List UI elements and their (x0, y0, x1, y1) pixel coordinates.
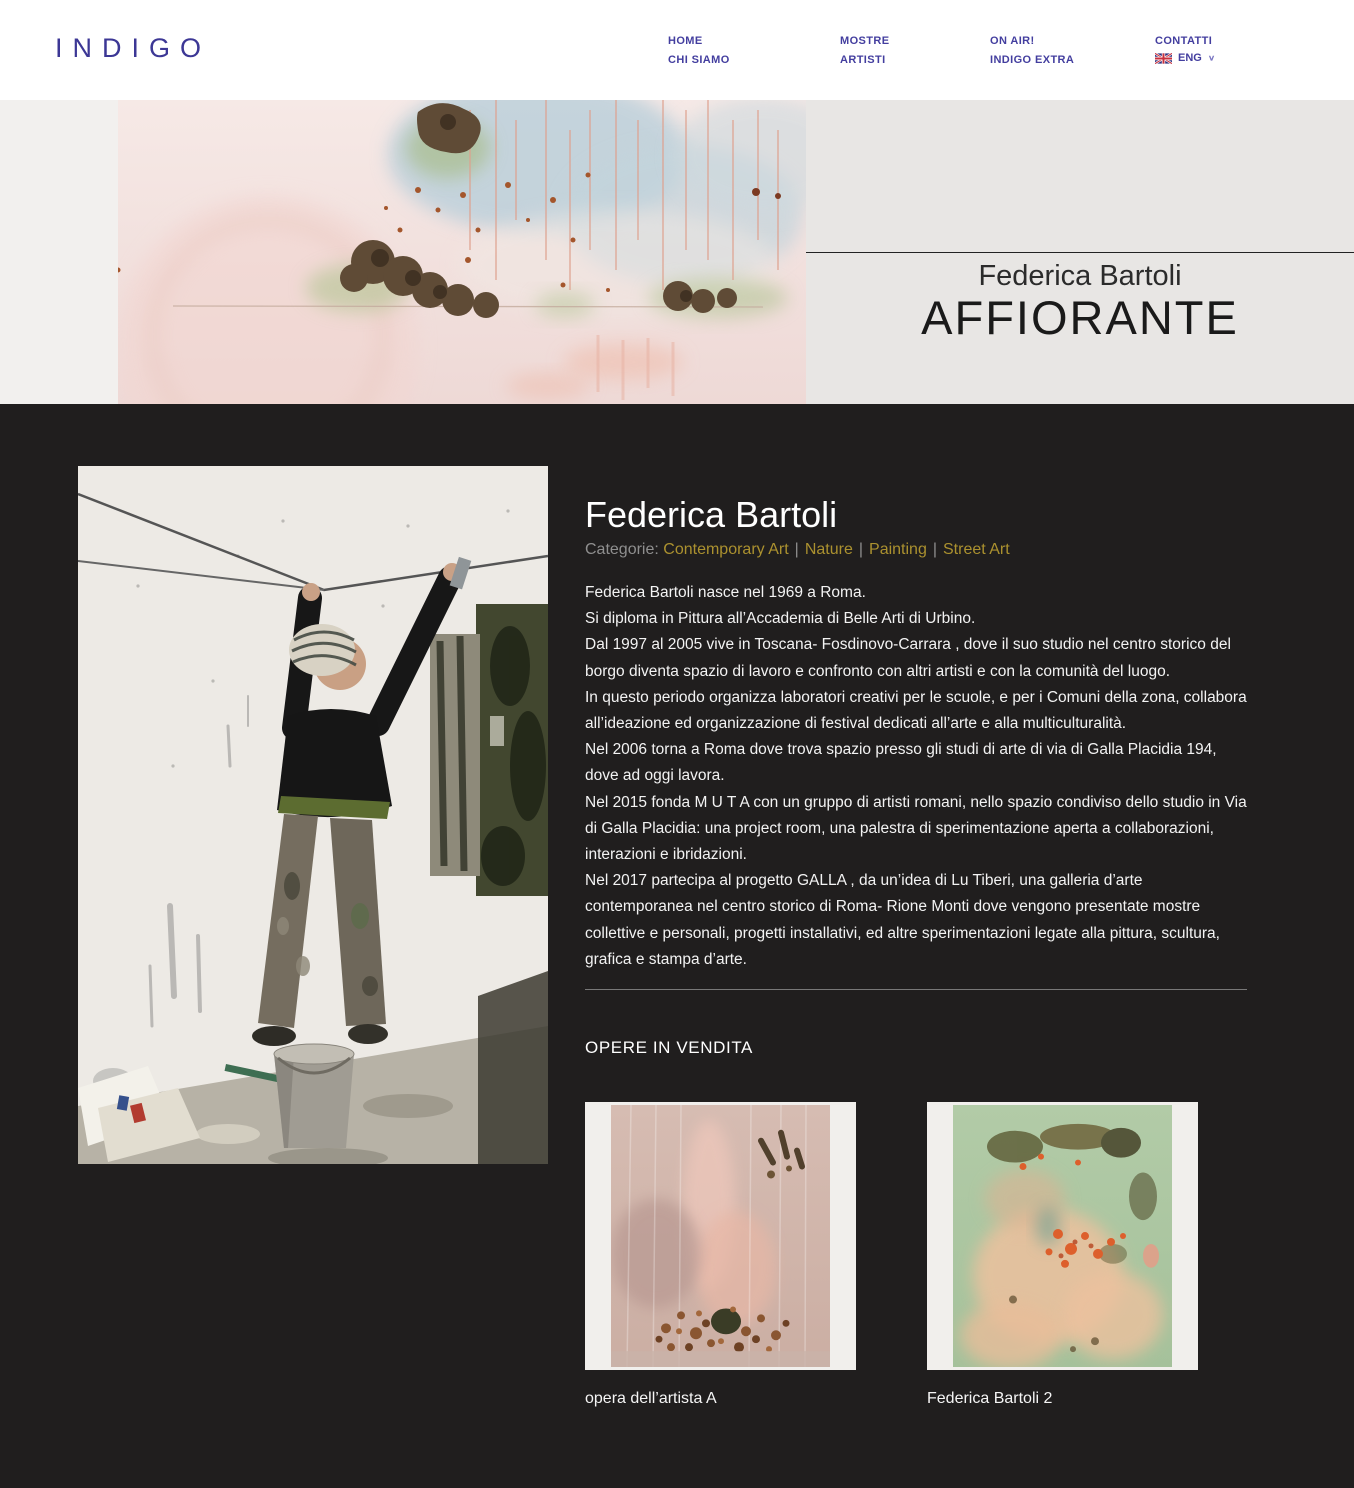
artwork-image (611, 1105, 830, 1367)
artist-name-title: Federica Bartoli (585, 494, 838, 536)
logo[interactable]: INDIGO (55, 33, 212, 63)
chevron-down-icon: ∨ (1207, 53, 1216, 63)
nav-indigo-extra[interactable]: INDIGO EXTRA (990, 54, 1075, 66)
artwork-card[interactable] (585, 1102, 856, 1370)
categories-row (585, 541, 1010, 559)
nav-chi-siamo[interactable]: CHI SIAMO (668, 54, 730, 66)
category-separator: | (794, 541, 799, 558)
works-for-sale-heading: OPERE IN VENDITA (585, 1038, 753, 1058)
bio-paragraph: Si diploma in Pittura all’Accademia di Belle Arti di Urbino. (585, 610, 976, 628)
language-selector[interactable] (1155, 52, 1215, 64)
bio-paragraph: Nel 2006 torna a Roma dove trova spazio presso gli studi di arte di via di Galla Placidia 194, dove ad oggi lavora. (585, 741, 1217, 785)
category-link-painting[interactable]: Painting (869, 541, 927, 558)
bio-paragraph: Nel 2017 partecipa al progetto GALLA , da un’idea di Lu Tiberi, una galleria d’arte contemporanea nel centro storico di Roma- Rione Monti dove vengono presentate mostre collettive e personali, progetti installativi, ed altre sperimentazioni legate alla pittura, scultura, grafica e stampa d’arte. (585, 872, 1220, 968)
nav-on-air[interactable]: ON AIR! (990, 35, 1035, 47)
nav-contatti[interactable]: CONTATTI (1155, 35, 1213, 47)
bio-paragraph: Federica Bartoli nasce nel 1969 a Roma. (585, 584, 866, 601)
artist-photo[interactable] (78, 466, 548, 1164)
uk-flag-icon (1155, 53, 1172, 64)
exhibition-title: AFFIORANTE (921, 291, 1239, 344)
artwork-caption[interactable]: opera dell’artista A (585, 1390, 717, 1407)
nav-mostre[interactable]: MOSTRE (840, 35, 890, 47)
bio-paragraph: In questo periodo organizza laboratori creativi per le scuole, e per i Comuni della zona, collabora all’ideazione ed organizzazione di festival dedicati all’arte e alla multiculturalità. (585, 688, 1247, 733)
hero-title-panel (806, 100, 1354, 404)
bio-paragraph: Nel 2015 fonda M U T A con un gruppo di artisti romani, nello spazio condiviso dello studio in Via di Galla Placidia: una project room, una palestra di sperimentazione aperta a collaborazioni, interazioni e ibridazioni. (585, 793, 1247, 864)
hero-banner (0, 100, 1354, 404)
artwork-card[interactable] (927, 1102, 1198, 1370)
category-link-nature[interactable]: Nature (804, 541, 853, 558)
language-label: ENG (1178, 52, 1202, 64)
bio-paragraph: Dal 1997 al 2005 vive in Toscana- Fosdinovo-Carrara , dove il suo studio nel centro storico del borgo diventa spazio di lavoro e confronto con altri artisti e con la comunità del luogo. (585, 636, 1231, 680)
categories-label: Categorie: (585, 541, 659, 558)
artwork-caption[interactable]: Federica Bartoli 2 (927, 1390, 1053, 1407)
artwork-image (953, 1105, 1172, 1367)
main-section (0, 404, 1354, 1488)
exhibition-artist: Federica Bartoli (978, 260, 1182, 292)
section-divider (585, 989, 1247, 990)
hero-artwork-image (118, 100, 806, 404)
header (0, 0, 1354, 100)
category-separator: | (858, 541, 864, 558)
artist-bio (585, 580, 1247, 973)
nav-artisti[interactable]: ARTISTI (840, 54, 886, 66)
category-link-contemporary-art[interactable]: Contemporary Art (663, 541, 789, 558)
category-link-street-art[interactable]: Street Art (943, 541, 1010, 558)
nav-home[interactable]: HOME (668, 35, 703, 47)
category-separator: | (932, 541, 937, 558)
hero-divider (806, 252, 1354, 253)
